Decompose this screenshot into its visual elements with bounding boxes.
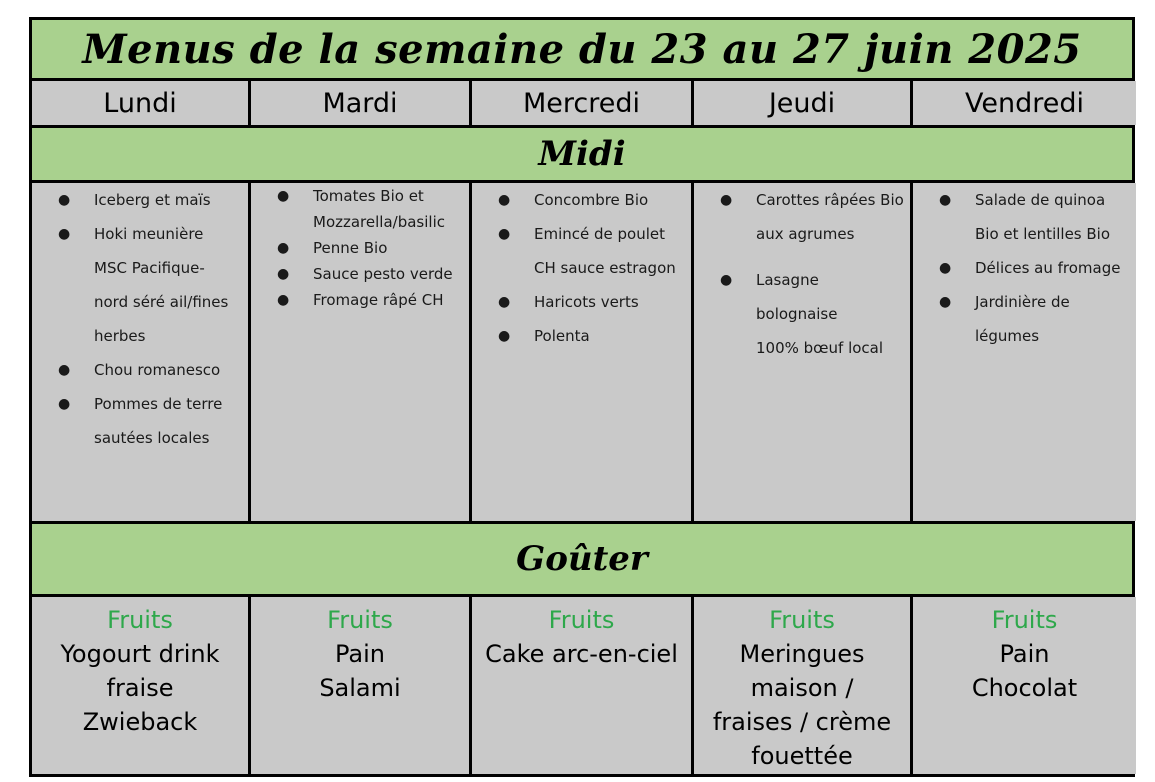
menu-item-text: Haricots verts xyxy=(534,293,639,311)
menu-item xyxy=(720,263,904,331)
menu-item-continuation xyxy=(720,217,904,251)
snack-line: Meringues xyxy=(739,640,865,668)
menu-item-text: Bio et lentilles Bio xyxy=(975,225,1111,243)
menu-item-text: nord séré ail/fines xyxy=(94,293,229,311)
bullet-dot-icon: ● xyxy=(498,192,511,208)
menu-item-text: Jardinière de xyxy=(975,293,1070,311)
fruits-label: Fruits xyxy=(327,606,393,634)
bullet-dot-icon: ● xyxy=(58,226,71,242)
menu-item-text: 100% bœuf local xyxy=(756,339,884,357)
midi-list xyxy=(58,183,242,455)
menu-item-text: Chou romanesco xyxy=(94,361,221,379)
menu-item-text: Polenta xyxy=(534,327,590,345)
menu-item xyxy=(498,285,685,319)
menu-item-text: Délices au fromage xyxy=(975,259,1121,277)
midi-cell-mardi xyxy=(251,183,469,521)
menu-item-text: CH sauce estragon xyxy=(534,259,676,277)
menu-item-text: Tomates Bio et xyxy=(313,187,424,205)
menu-item xyxy=(277,235,463,261)
midi-row xyxy=(32,183,1132,521)
days-header-row xyxy=(32,81,1132,125)
menu-item-continuation xyxy=(58,421,242,455)
gouter-cell-jeudi xyxy=(694,597,910,774)
snack-line: Pain xyxy=(335,640,385,668)
menu-title: Menus de la semaine du 23 au 27 juin 2025 xyxy=(32,20,1132,78)
menu-item xyxy=(58,387,242,421)
midi-list xyxy=(720,183,904,365)
snack-line: Chocolat xyxy=(971,674,1078,702)
menu-item-continuation xyxy=(58,319,242,353)
midi-cell-mercredi xyxy=(472,183,691,521)
snack-line: Zwieback xyxy=(82,708,198,736)
midi-list xyxy=(939,183,1130,353)
bullet-dot-icon: ● xyxy=(498,328,511,344)
gouter-cell-mercredi xyxy=(472,597,691,774)
snack-line: Yogourt drink xyxy=(60,640,220,668)
menu-item-text: MSC Pacifique- xyxy=(94,259,205,277)
menu-item-continuation xyxy=(498,251,685,285)
bullet-dot-icon: ● xyxy=(720,192,733,208)
menu-item xyxy=(277,261,463,287)
midi-list xyxy=(498,183,685,353)
snack-line: fraises / crème xyxy=(712,708,892,736)
midi-cell-vendredi xyxy=(913,183,1136,521)
menu-item-continuation xyxy=(58,251,242,285)
section-gouter-header: Goûter xyxy=(32,524,1132,594)
menu-item xyxy=(277,183,463,209)
menu-item xyxy=(939,285,1130,319)
menu-item-text: Lasagne bolognaise xyxy=(756,271,838,323)
day-header-mercredi: Mercredi xyxy=(472,81,691,125)
day-header-lundi: Lundi xyxy=(32,81,248,125)
menu-item-text: légumes xyxy=(975,327,1040,345)
menu-item-continuation xyxy=(939,319,1130,353)
bullet-dot-icon: ● xyxy=(277,188,290,204)
menu-item-text: Fromage râpé CH xyxy=(313,291,444,309)
gouter-row xyxy=(32,597,1132,774)
snack-line: fraise xyxy=(106,674,174,702)
day-header-mardi: Mardi xyxy=(251,81,469,125)
menu-item xyxy=(720,183,904,217)
fruits-label: Fruits xyxy=(991,606,1058,634)
menu-table xyxy=(29,17,1135,777)
fruits-label: Fruits xyxy=(769,606,835,634)
day-header-jeudi: Jeudi xyxy=(694,81,910,125)
section-midi-header: Midi xyxy=(32,128,1132,180)
menu-item-text: Salade de quinoa xyxy=(975,191,1106,209)
menu-item-text: Emincé de poulet xyxy=(534,225,666,243)
bullet-dot-icon: ● xyxy=(939,294,952,310)
day-header-vendredi: Vendredi xyxy=(913,81,1136,125)
snack-line: Salami xyxy=(319,674,401,702)
menu-item-text: Concombre Bio xyxy=(534,191,649,209)
bullet-dot-icon: ● xyxy=(498,294,511,310)
bullet-dot-icon: ● xyxy=(277,292,290,308)
menu-item xyxy=(939,251,1130,285)
snack-line: Pain xyxy=(999,640,1050,668)
menu-item-continuation xyxy=(58,285,242,319)
menu-item xyxy=(939,183,1130,217)
midi-cell-lundi xyxy=(32,183,248,521)
menu-item-text: Pommes de terre xyxy=(94,395,223,413)
gouter-cell-mardi xyxy=(251,597,469,774)
bullet-dot-icon: ● xyxy=(277,266,290,282)
bullet-dot-icon: ● xyxy=(58,192,71,208)
gouter-cell-vendredi xyxy=(913,597,1136,774)
menu-item xyxy=(58,353,242,387)
fruits-label: Fruits xyxy=(107,606,173,634)
menu-item-text: Penne Bio xyxy=(313,239,388,257)
menu-item-continuation xyxy=(720,331,904,365)
menu-item xyxy=(58,217,242,251)
menu-item xyxy=(498,183,685,217)
menu-item xyxy=(58,183,242,217)
bullet-dot-icon: ● xyxy=(58,362,71,378)
bullet-dot-icon: ● xyxy=(720,272,733,288)
menu-item-continuation xyxy=(939,217,1130,251)
snack-line: Cake arc-en-ciel xyxy=(485,640,678,668)
menu-item-text: herbes xyxy=(94,327,146,345)
menu-item xyxy=(498,319,685,353)
menu-item xyxy=(498,217,685,251)
menu-item-text: Hoki meunière xyxy=(94,225,204,243)
menu-item-text: sautées locales xyxy=(94,429,210,447)
menu-item-text: Sauce pesto verde xyxy=(313,265,453,283)
gouter-cell-lundi xyxy=(32,597,248,774)
midi-list xyxy=(277,183,463,313)
menu-item-text: Carottes râpées Bio xyxy=(756,191,904,209)
snack-line: maison / xyxy=(750,674,854,702)
bullet-dot-icon: ● xyxy=(498,226,511,242)
bullet-dot-icon: ● xyxy=(277,240,290,256)
midi-cell-jeudi xyxy=(694,183,910,521)
bullet-dot-icon: ● xyxy=(939,192,952,208)
menu-item-continuation xyxy=(277,209,463,235)
menu-item xyxy=(277,287,463,313)
menu-item-text: Mozzarella/basilic xyxy=(313,213,445,231)
bullet-dot-icon: ● xyxy=(58,396,71,412)
fruits-label: Fruits xyxy=(548,606,615,634)
menu-item-text: aux agrumes xyxy=(756,225,855,243)
bullet-dot-icon: ● xyxy=(939,260,952,276)
snack-line: fouettée xyxy=(751,742,853,770)
menu-item-text: Iceberg et maïs xyxy=(94,191,211,209)
